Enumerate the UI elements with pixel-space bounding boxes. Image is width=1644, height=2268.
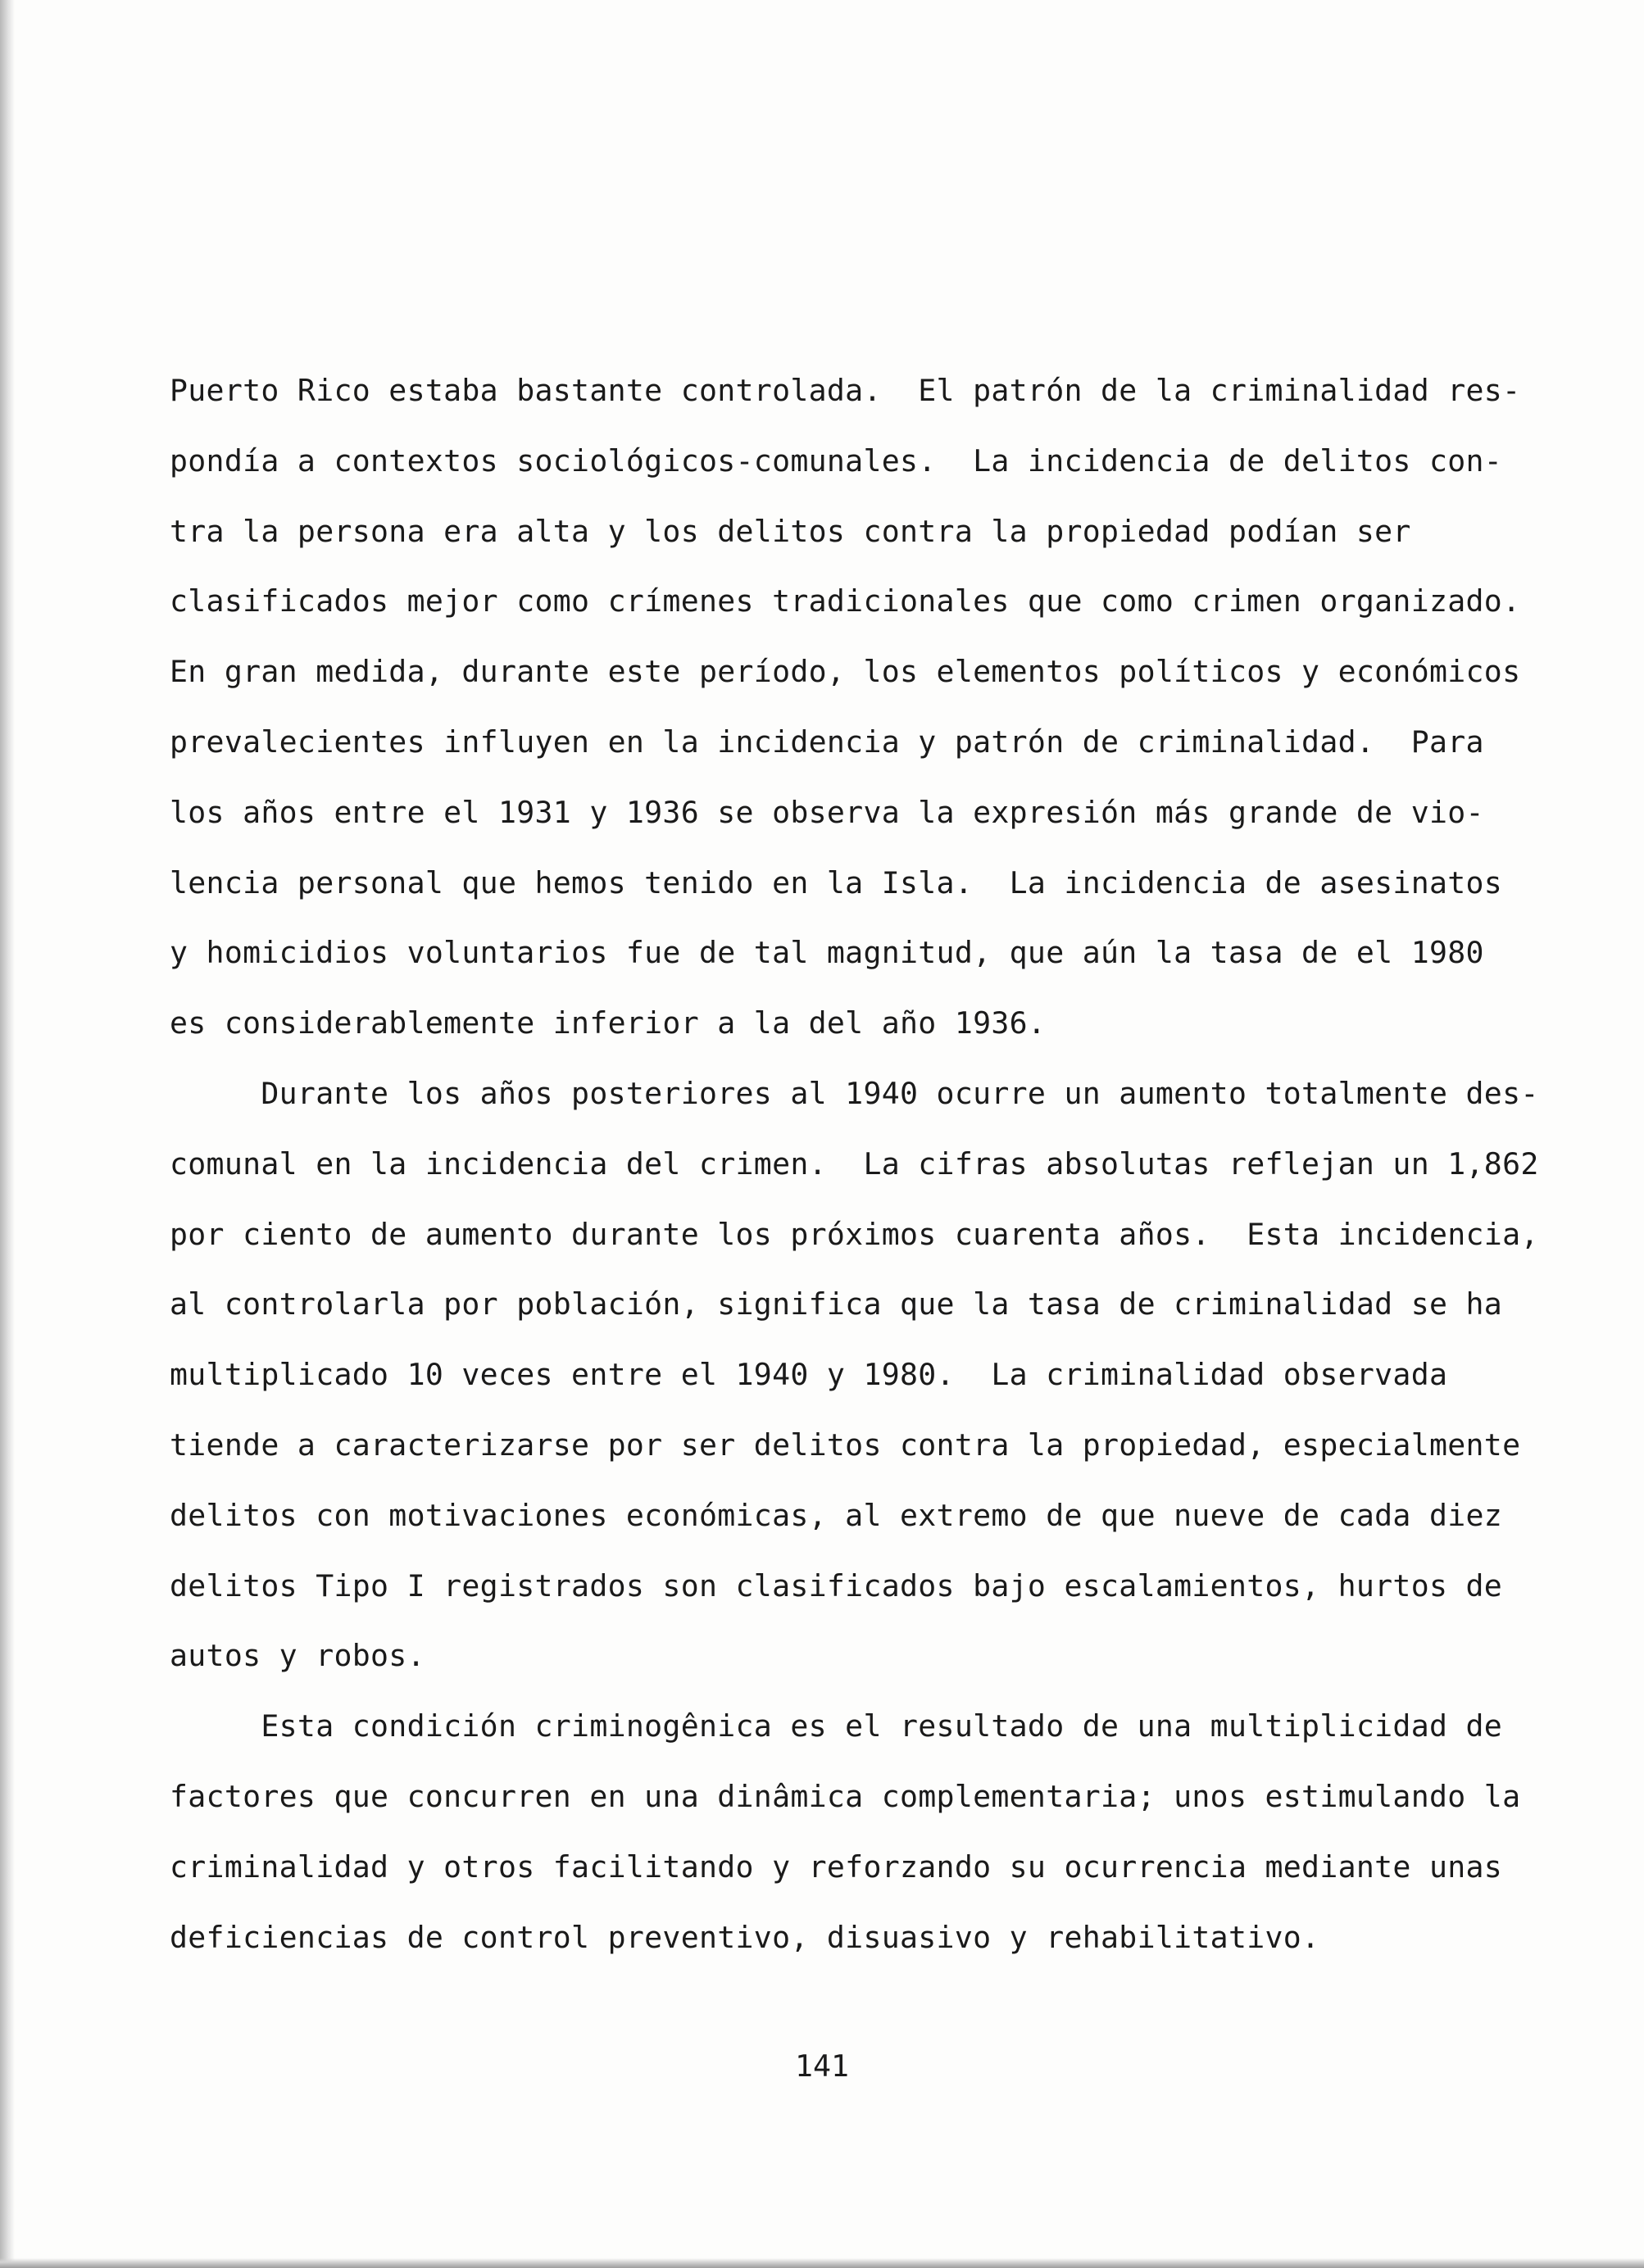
text-line: Puerto Rico estaba bastante controlada. El patrón de la criminalidad res-: [170, 373, 1521, 408]
text-line: multiplicado 10 veces entre el 1940 y 1980. La criminalidad observada: [170, 1357, 1448, 1393]
text-line: autos y robos.: [170, 1638, 425, 1674]
text-line: pondía a contextos sociológicos-comunales. La incidencia de delitos con-: [170, 442, 1503, 479]
text-line: tiende a caracterizarse por ser delitos contra la propiedad, especialmente: [170, 1427, 1521, 1463]
text-line: delitos con motivaciones económicas, al extremo de que nueve de cada diez: [170, 1497, 1503, 1533]
text-line: lencia personal que hemos tenido en la Isla. La incidencia de asesinatos: [170, 864, 1503, 900]
text-line: y homicidios voluntarios fue de tal magnitud, que aún la tasa de el 1980: [170, 935, 1484, 971]
text-line: tra la persona era alta y los delitos contra la propiedad podían ser: [170, 513, 1411, 549]
text-line: criminalidad y otros facilitando y reforzando su ocurrencia mediante unas: [170, 1848, 1503, 1885]
scan-edge-bottom: [0, 2258, 1644, 2268]
text-line: deficiencias de control preventivo, disuasivo y rehabilitativo.: [170, 1919, 1320, 1955]
body-text: [170, 356, 1539, 1972]
text-line: clasificados mejor como crímenes tradicionales que como crimen organizado.: [170, 583, 1521, 619]
text-line: delitos Tipo I registrados son clasificados bajo escalamientos, hurtos de: [170, 1567, 1503, 1603]
text-line: comunal en la incidencia del crimen. La cifras absolutas reflejan un 1,862: [170, 1145, 1539, 1182]
text-line: prevalecientes influyen en la incidencia y patrón de criminalidad. Para: [170, 723, 1484, 760]
text-line: Esta condición criminogênica es el resultado de una multiplicidad de: [170, 1708, 1503, 1744]
text-line: por ciento de aumento durante los próximos cuarenta años. Esta incidencia,: [170, 1216, 1539, 1252]
text-line: es considerablemente inferior a la del año 1936.: [170, 1005, 1047, 1041]
text-line: los años entre el 1931 y 1936 se observa la expresión más grande de vio-: [170, 794, 1484, 830]
text-line: Durante los años posteriores al 1940 ocurre un aumento totalmente des-: [170, 1075, 1539, 1111]
page-number: 141: [795, 2048, 849, 2084]
text-line: En gran medida, durante este período, los elementos políticos y económicos: [170, 654, 1521, 690]
text-line: al controlarla por población, significa que la tasa de criminalidad se ha: [170, 1286, 1503, 1322]
text-line: factores que concurren en una dinâmica complementaria; unos estimulando la: [170, 1778, 1521, 1814]
scan-edge-left: [0, 0, 15, 2268]
